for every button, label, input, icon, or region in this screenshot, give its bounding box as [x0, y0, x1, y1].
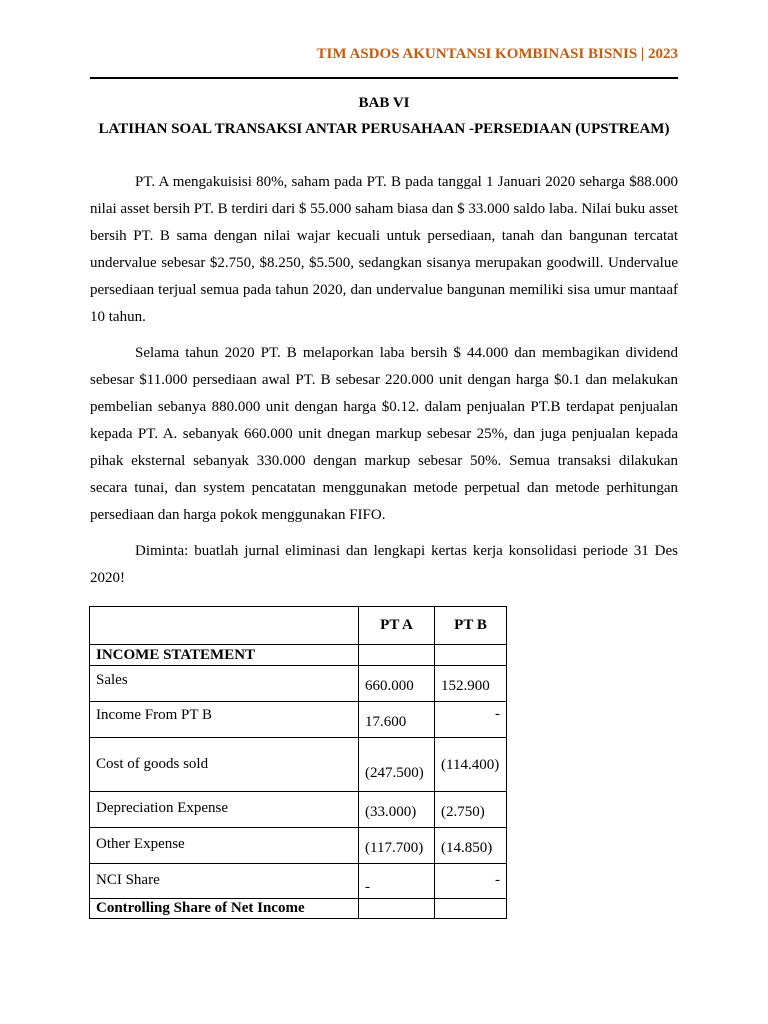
- table-row: [90, 792, 507, 828]
- row-label: Sales: [90, 666, 359, 702]
- header-divider: [90, 77, 678, 79]
- section-title: LATIHAN SOAL TRANSAKSI ANTAR PERUSAHAAN -PERSEDIAAN (UPSTREAM): [98, 121, 670, 137]
- empty-cell: [359, 899, 435, 919]
- table-row: [90, 864, 507, 899]
- row-value-pt-b: -: [435, 702, 507, 738]
- row-label: Other Expense: [90, 828, 359, 864]
- table-total-row: [90, 899, 507, 919]
- row-label: Depreciation Expense: [90, 792, 359, 828]
- row-value-pt-a: 660.000: [359, 666, 435, 702]
- empty-cell: [435, 899, 507, 919]
- section-label: INCOME STATEMENT: [90, 645, 359, 666]
- row-value-pt-b: -: [435, 864, 507, 899]
- row-value-pt-b: (2.750): [435, 792, 507, 828]
- paragraph-acquisition: PT. A mengakuisisi 80%, saham pada PT. B pada tanggal 1 Januari 2020 seharga $88.000 nilai asset bersih PT. B terdiri dari $ 55.000 saham biasa dan $ 33.000 saldo laba. Nilai buku asset bersih PT. B sama dengan nilai wajar kecuali untuk persediaan, tanah dan bangunan tercatat undervalue sebesar $2.750, $8.250, $5.500, sedangkan sisanya merupakan goodwill. Undervalue persediaan terjual semua pada tahun 2020, dan undervalue bangunan memiliki sisa umur mantaaf 10 tahun.: [90, 174, 678, 325]
- row-label: NCI Share: [90, 864, 359, 899]
- row-value-pt-a: 17.600: [359, 702, 435, 738]
- row-label: Cost of goods sold: [90, 738, 359, 792]
- row-value-pt-b: 152.900: [435, 666, 507, 702]
- table-row: [90, 738, 507, 792]
- title-block: [90, 93, 678, 145]
- chapter-title: BAB VI: [358, 95, 410, 111]
- paragraph-instruction: Diminta: buatlah jurnal eliminasi dan lengkapi kertas kerja konsolidasi periode 31 Des 2020!: [90, 543, 678, 586]
- header-cell-pt-b: PT B: [435, 607, 507, 645]
- header-cell-pt-a: PT A: [359, 607, 435, 645]
- empty-cell: [435, 645, 507, 666]
- total-label: Controlling Share of Net Income: [90, 899, 359, 919]
- header-cell-label: [90, 607, 359, 645]
- row-label: Income From PT B: [90, 702, 359, 738]
- row-value-pt-a: -: [359, 864, 435, 899]
- row-value-pt-a: (117.700): [359, 828, 435, 864]
- table-row: [90, 702, 507, 738]
- table-header-row: [90, 607, 507, 645]
- row-value-pt-b: (14.850): [435, 828, 507, 864]
- running-header: TIM ASDOS AKUNTANSI KOMBINASI BISNIS | 2023: [316, 46, 678, 62]
- row-value-pt-b: (114.400): [435, 738, 507, 792]
- table-row: [90, 666, 507, 702]
- paragraph-transactions: Selama tahun 2020 PT. B melaporkan laba bersih $ 44.000 dan membagikan dividend sebesar $11.000 persediaan awal PT. B sebesar 220.000 unit dengan harga $0.1 dan melakukan pembelian sebanya 880.000 unit dengan harga $0.12. dalam penjualan PT.B terdapat penjualan kepada PT. A. sebanyak 660.000 unit dnegan markup sebesar 25%, dan juga penjualan kepada pihak eksternal sebanyak 330.000 dengan markup sebesar 50%. Semua transaksi dilakukan secara tunai, dan system pencatatan menggunakan metode perpetual dan metode perhitungan persediaan dan harga pokok menggunakan FIFO.: [90, 345, 678, 523]
- income-statement-table: [89, 606, 507, 919]
- table-section-row: [90, 645, 507, 666]
- row-value-pt-a: (247.500): [359, 738, 435, 792]
- row-value-pt-a: (33.000): [359, 792, 435, 828]
- empty-cell: [359, 645, 435, 666]
- table-row: [90, 828, 507, 864]
